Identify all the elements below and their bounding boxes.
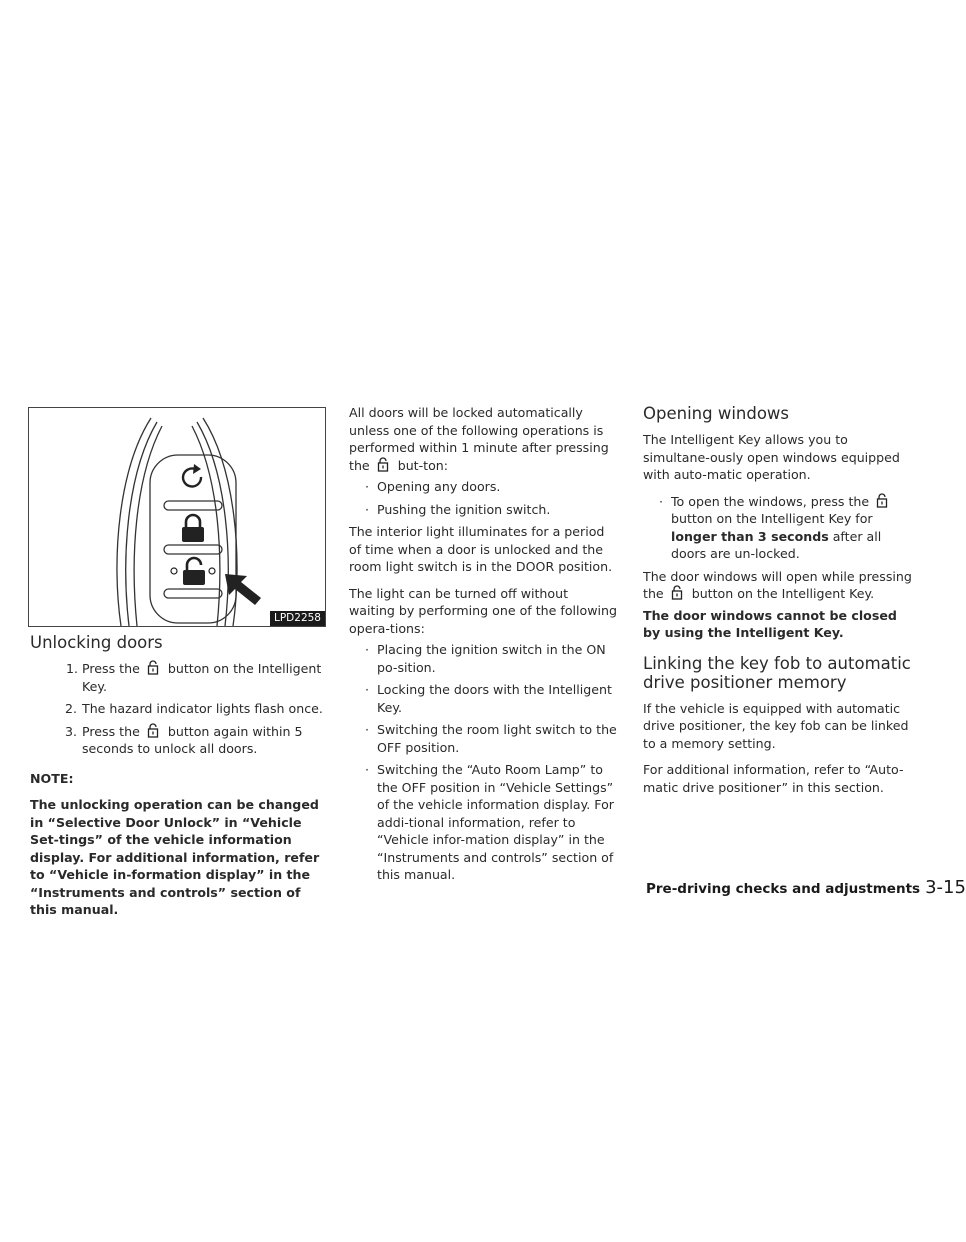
step-number: 2. bbox=[65, 701, 78, 716]
page-number: 3-15 bbox=[925, 877, 966, 898]
column-unlocking-doors bbox=[30, 633, 328, 928]
arrow-icon bbox=[225, 574, 261, 605]
list-item: · Placing the ignition switch in the ON po-sition. bbox=[349, 641, 617, 676]
light-off-bullets bbox=[349, 641, 617, 884]
unlock-button-icon bbox=[875, 493, 891, 508]
figure-code: LPD2258 bbox=[270, 611, 325, 626]
unlock-steps bbox=[30, 660, 328, 758]
remote-start-icon bbox=[183, 468, 201, 486]
unlock-button-icon bbox=[376, 457, 392, 472]
windows-warning: The door windows cannot be closed by using the Intelligent Key. bbox=[643, 607, 897, 640]
list-item: · Switching the room light switch to the OFF position. bbox=[349, 721, 617, 756]
step-2: 2. The hazard indicator lights flash once. bbox=[65, 701, 323, 716]
unlock-button-icon bbox=[670, 585, 686, 600]
step-number: 3. bbox=[65, 723, 78, 739]
light-off-para: The light can be turned off without waiting by performing one of the following opera-tions: bbox=[349, 585, 618, 636]
auto-lock-bullets bbox=[349, 478, 617, 518]
note-heading: NOTE: bbox=[30, 770, 74, 786]
list-item: · To open the windows, press the button on the Intelligent Key for longer than 3 seconds after all doors are un-locked. bbox=[643, 493, 914, 563]
lock-icon bbox=[182, 515, 204, 542]
step-number: 1. bbox=[66, 661, 79, 676]
linking-reference-para: For additional information, refer to “Auto-matic drive positioner” in this section. bbox=[643, 762, 904, 795]
note-body: The unlocking operation can be changed in “Selective Door Unlock” in “Vehicle Set-tings” of the vehicle information display. For additional information, refer to “Vehicle in-formation display” in the “Instruments and controls” section of this manual. bbox=[30, 797, 320, 917]
interior-light-para: The interior light illuminates for a period of time when a door is unlocked and the room light switch is in the DOOR position. bbox=[349, 524, 613, 574]
key-fob-figure bbox=[28, 407, 326, 627]
step-1: 1. Press the button on the Intelligent Key. bbox=[66, 661, 322, 694]
list-item: · Pushing the ignition switch. bbox=[349, 501, 617, 519]
footer-section-title: Pre-driving checks and adjustments bbox=[646, 881, 921, 897]
key-fob-illustration bbox=[29, 408, 325, 626]
windows-open-para: The door windows will open while pressing the button on the Intelligent Key. bbox=[643, 568, 912, 601]
unlock-button-icon bbox=[146, 723, 162, 738]
unlock-icon bbox=[171, 558, 215, 585]
windows-intro: The Intelligent Key allows you to simultane-ously open windows equipped with auto-matic operation. bbox=[643, 432, 900, 482]
column-auto-lock bbox=[349, 404, 617, 889]
page-footer bbox=[646, 877, 966, 898]
column-opening-windows bbox=[643, 404, 914, 805]
linking-para: If the vehicle is equipped with automatic drive positioner, the key fob can be linked to a memory setting. bbox=[643, 700, 909, 751]
heading-opening-windows: Opening windows bbox=[643, 404, 790, 423]
windows-bullets bbox=[643, 493, 914, 563]
list-item: · Switching the “Auto Room Lamp” to the OFF position in “Vehicle Settings” of the vehicle information display. For addi-tional information, refer to “Vehicle infor-mation display” in the “Instruments and controls” section of this manual. bbox=[349, 761, 617, 884]
list-item: · Locking the doors with the Intelligent Key. bbox=[349, 681, 617, 716]
step-3: 3. Press the button again within 5 seconds to unlock all doors. bbox=[65, 723, 303, 756]
list-item: · Opening any doors. bbox=[349, 478, 617, 496]
auto-lock-intro: All doors will be locked automatically unless one of the following operations is performed within 1 minute after pressing the but-ton: bbox=[349, 405, 609, 473]
heading-linking-key-fob: Linking the key fob to automatic drive positioner memory bbox=[643, 653, 911, 692]
heading-unlocking-doors: Unlocking doors bbox=[30, 633, 163, 652]
unlock-button-icon bbox=[146, 660, 162, 675]
